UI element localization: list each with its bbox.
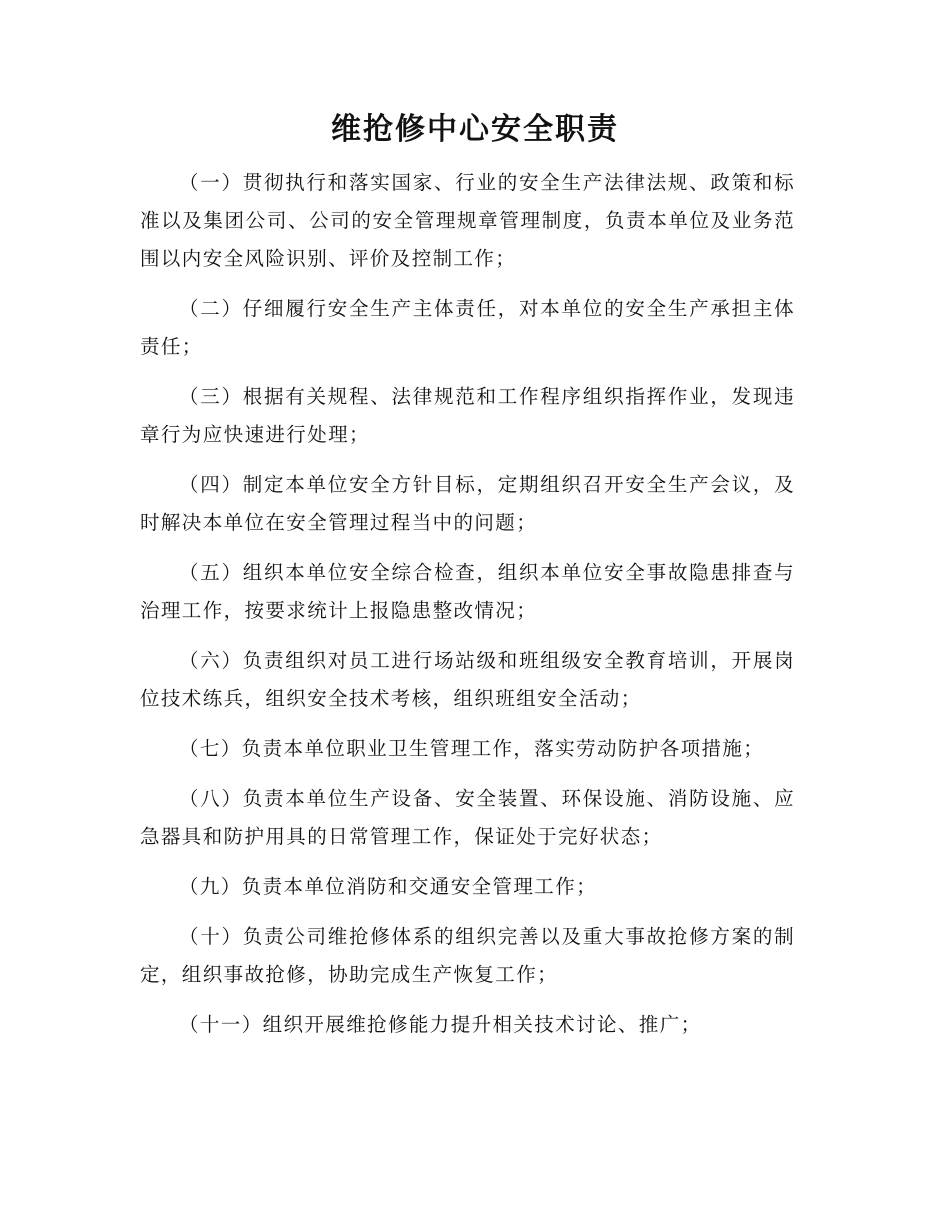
paragraph-2: （二）仔细履行安全生产主体责任，对本单位的安全生产承担主体责任； [140,297,795,358]
paragraph-7: （七）负责本单位职业卫生管理工作，落实劳动防护各项措施； [179,737,765,760]
paragraph-4: （四）制定本单位安全方针目标，定期组织召开安全生产会议，及时解决本单位在安全管理过程当中的问题； [140,473,795,534]
paragraph-10: （十）负责公司维抢修体系的组织完善以及重大事故抢修方案的制定，组织事故抢修，协助完成生产恢复工作； [140,925,795,986]
paragraph-6: （六）负责组织对员工进行场站级和班组级安全教育培训，开展岗位技术练兵，组织安全技术考核，组织班组安全活动； [140,649,795,710]
paragraph-11: （十一）组织开展维抢修能力提升相关技术讨论、推广； [179,1013,702,1036]
paragraph-8: （八）负责本单位生产设备、安全装置、环保设施、消防设施、应急器具和防护用具的日常管理工作，保证处于完好状态； [140,787,795,848]
paragraph-5: （五）组织本单位安全综合检查，组织本单位安全事故隐患排查与治理工作，按要求统计上报隐患整改情况； [140,561,795,622]
document-title: 维抢修中心安全职责 [331,112,619,147]
document-body [140,164,795,1056]
paragraph-1: （一）贯彻执行和落实国家、行业的安全生产法律法规、政策和标准以及集团公司、公司的安全管理规章管理制度，负责本单位及业务范围以内安全风险识别、评价及控制工作； [140,171,795,270]
paragraph-3: （三）根据有关规程、法律规范和工作程序组织指挥作业，发现违章行为应快速进行处理； [140,385,795,446]
paragraph-9: （九）负责本单位消防和交通安全管理工作； [179,875,598,898]
